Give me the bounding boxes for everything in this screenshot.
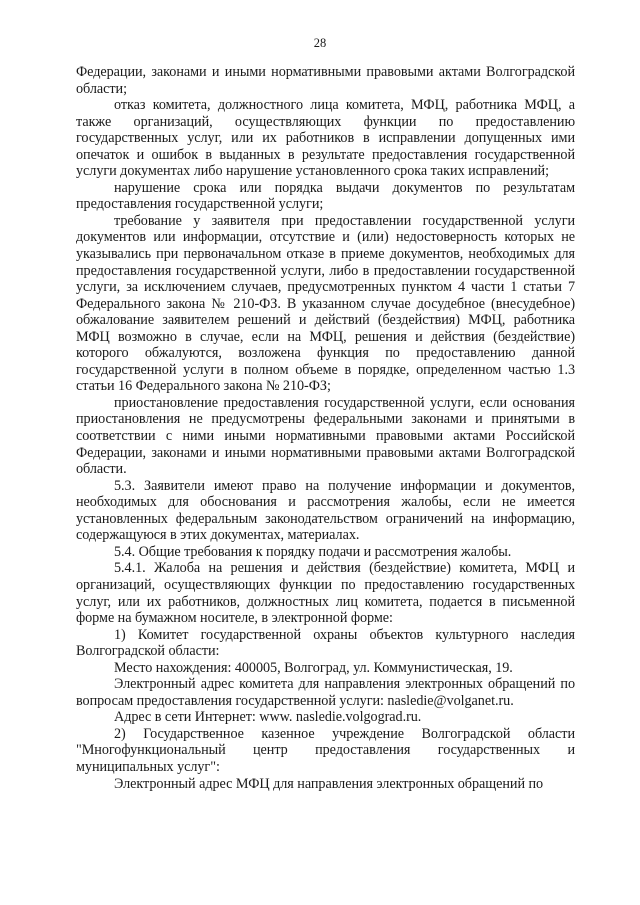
- paragraph-5-4-1: 5.4.1. Жалоба на решения и действия (бездействие) комитета, МФЦ и организаций, осуществляющих функции по предоставлению государственных услуг, или их работников, должностных лиц комитета, подается в письменной форме на бумажном носителе, в электронной форме:: [76, 560, 575, 627]
- paragraph-document-requirement: требование у заявителя при предоставлении государственной услуги документов или информации, отсутствие и (или) недостоверность которых не указывались при первоначальном отказе в приеме документов, необходимых для предоставления государственной услуги, либо в предоставлении государственной услуги, за исключением случаев, предусмотренных пунктом 4 части 1 статьи 7 Федерального закона № 210-ФЗ. В указанном случае досудебное (внесудебное) обжалование заявителем решений и действий (бездействия) МФЦ, работника МФЦ возможно в случае, если на МФЦ, решения и действия (бездействие) которого обжалуются, возложена функция по предоставлению данной государственной услуги в полном объеме в порядке, определенном частью 1.3 статьи 16 Федерального закона № 210-ФЗ;: [76, 212, 575, 395]
- paragraph-mfc: 2) Государственное казенное учреждение Волгоградской области "Многофункциональный центр предоставления государственных и муниципальных услуг":: [76, 725, 575, 775]
- paragraph-continuation: Федерации, законами и иными нормативными правовыми актами Волгоградской области;: [76, 64, 575, 97]
- paragraph-mfc-email: Электронный адрес МФЦ для направления электронных обращений по: [114, 775, 544, 792]
- document-body: [76, 64, 575, 792]
- paragraph-committee-address: Место нахождения: 400005, Волгоград, ул. Коммунистическая, 19.: [114, 659, 513, 676]
- paragraph-committee-email: Электронный адрес комитета для направления электронных обращений по вопросам предоставления государственной услуги: nasledie@volganet.ru.: [76, 676, 575, 709]
- page-number: 28: [313, 36, 327, 50]
- paragraph-committee-website: Адрес в сети Интернет: www. nasledie.volgograd.ru.: [114, 709, 422, 726]
- paragraph-suspension: приостановление предоставления государственной услуги, если основания приостановления не предусмотрены федеральными законами и принятыми в соответствии с ними иными нормативными правовыми актами Российской Федерации, законами и иными нормативными правовыми актами Волгоградской области.: [76, 394, 575, 478]
- paragraph-5-4: 5.4. Общие требования к порядку подачи и рассмотрения жалобы.: [114, 543, 512, 560]
- paragraph-5-3: 5.3. Заявители имеют право на получение информации и документов, необходимых для обоснования и рассмотрения жалобы, если не имеется установленных федеральным законодательством ограничений на информацию, содержащуюся в этих документах, материалах.: [76, 477, 575, 544]
- paragraph-deadline-violation: нарушение срока или порядка выдачи документов по результатам предоставления государственной услуги;: [76, 179, 575, 213]
- paragraph-committee: 1) Комитет государственной охраны объектов культурного наследия Волгоградской области:: [76, 626, 575, 660]
- paragraph-refusal-corrections: отказ комитета, должностного лица комитета, МФЦ, работника МФЦ, а также организаций, осуществляющих функции по предоставлению государственных услуг, или их работников в исправлении допущенных ими опечаток и ошибок в выданных в результате предоставления государственной услуги документах либо нарушение установленного срока таких исправлений;: [76, 97, 575, 180]
